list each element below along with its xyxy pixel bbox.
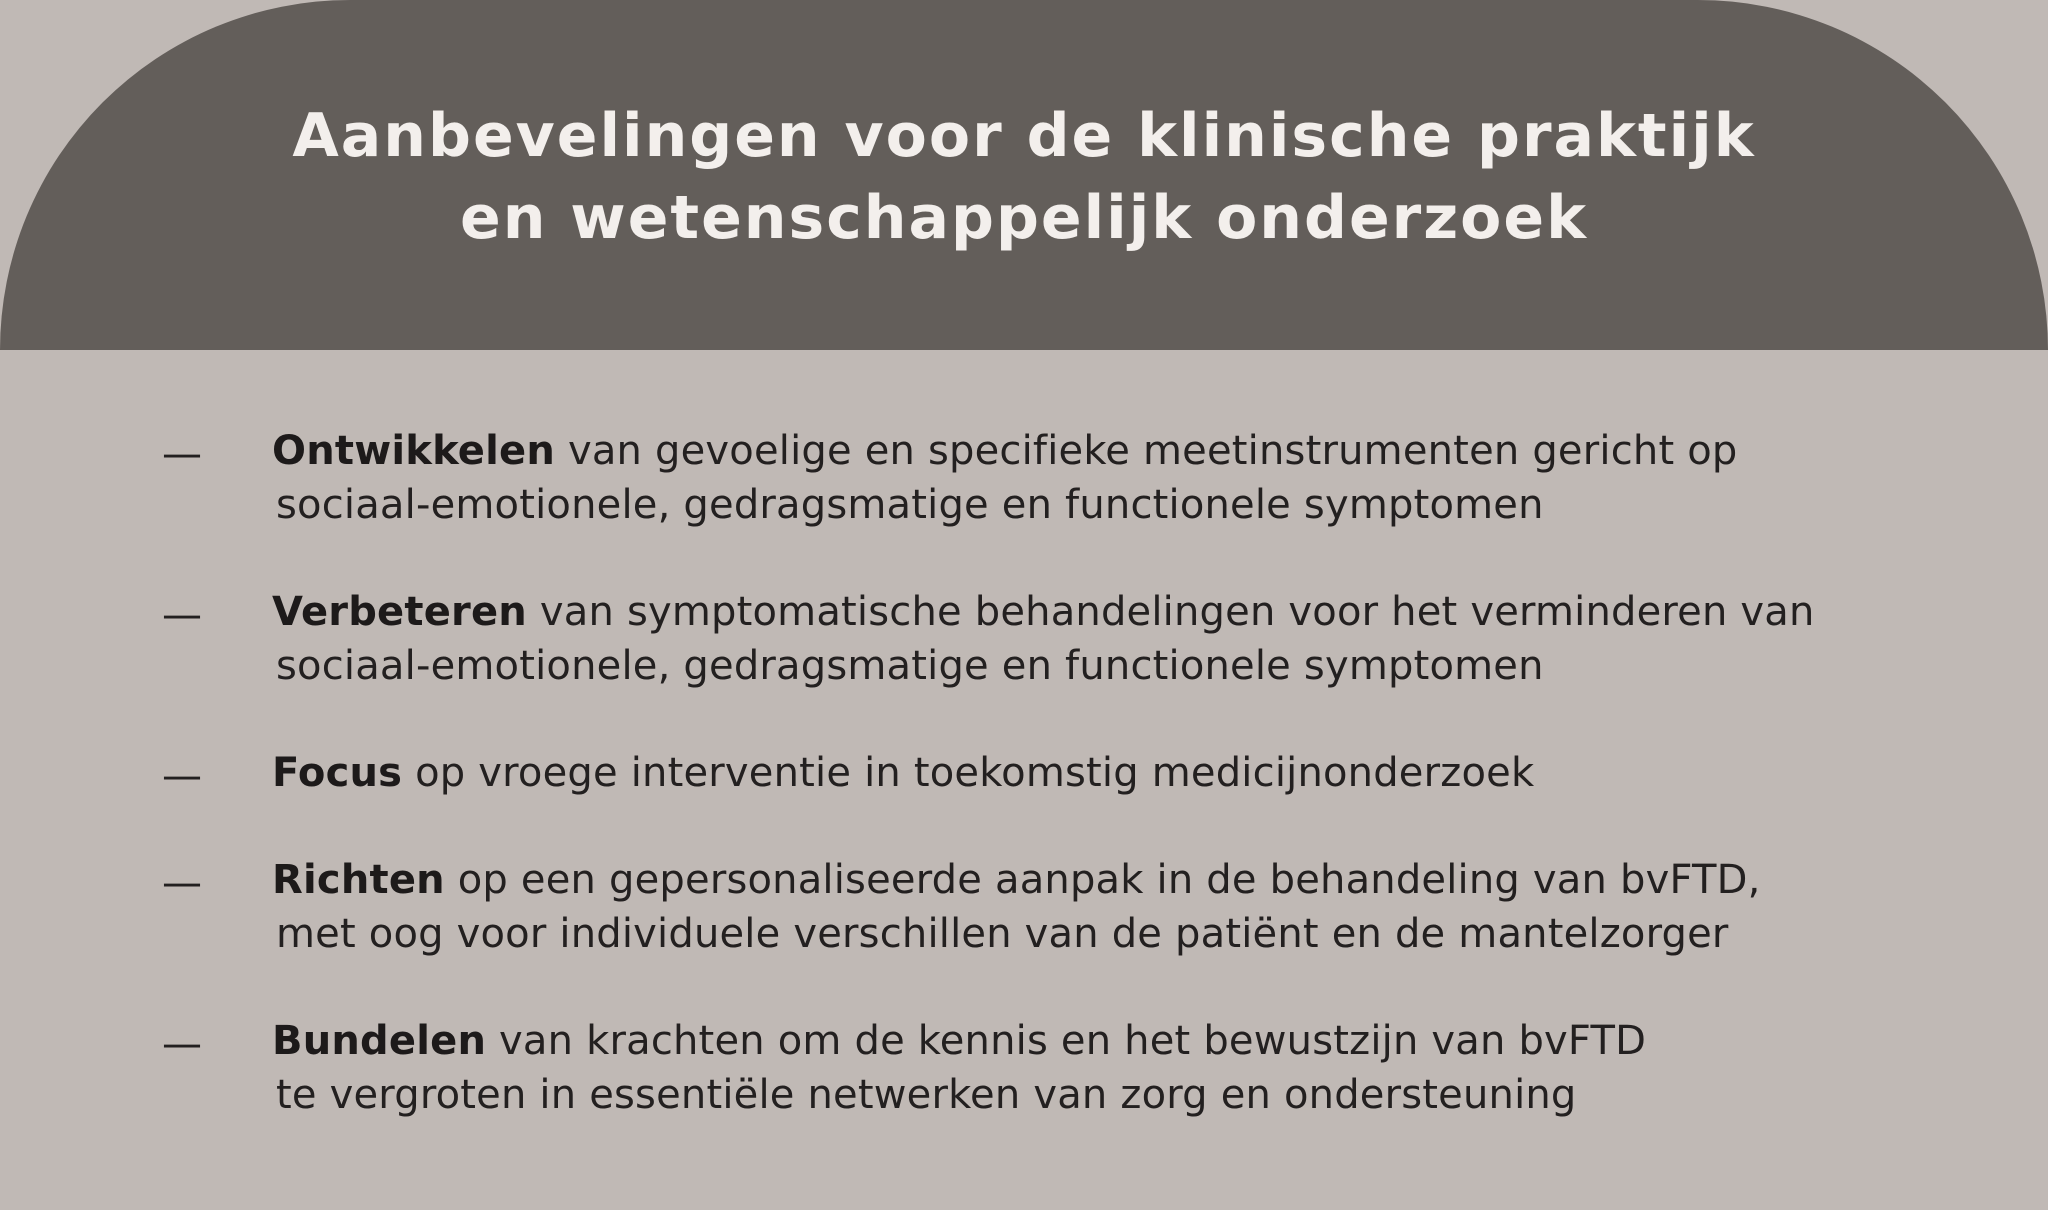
item-text	[272, 585, 1992, 693]
list-item	[0, 853, 2048, 961]
dash-bullet: —	[162, 592, 202, 638]
item-text	[272, 1014, 1992, 1122]
title-line-2: en wetenschappelijk onderzoek	[460, 183, 1588, 253]
dash-bullet: —	[162, 1021, 202, 1067]
item-keyword: Verbeteren	[272, 589, 527, 635]
item-rest: van gevoelige en specifieke meetinstrumenten gericht op	[567, 428, 1738, 474]
dash-bullet: —	[162, 860, 202, 906]
item-line-2: sociaal-emotionele, gedragsmatige en functionele symptomen	[276, 482, 1544, 528]
item-line-1	[272, 853, 1992, 907]
item-line-1	[272, 746, 1992, 800]
recommendation-list	[0, 424, 2048, 1175]
item-rest: op vroege interventie in toekomstig medicijnonderzoek	[415, 750, 1535, 796]
item-rest: op een gepersonaliseerde aanpak in de behandeling van bvFTD,	[457, 857, 1761, 903]
list-item	[0, 1014, 2048, 1122]
item-text	[272, 424, 1992, 532]
page-title	[0, 95, 2048, 259]
item-keyword: Richten	[272, 857, 445, 903]
list-item	[0, 585, 2048, 693]
item-keyword: Focus	[272, 750, 403, 796]
list-item	[0, 424, 2048, 532]
item-line-2: te vergroten in essentiële netwerken van zorg en ondersteuning	[276, 1072, 1577, 1118]
item-rest: van symptomatische behandelingen voor het verminderen van	[539, 589, 1815, 635]
title-line-1: Aanbevelingen voor de klinische praktijk	[292, 101, 1756, 171]
item-line-1	[272, 424, 1992, 478]
item-text	[272, 746, 1992, 800]
dash-bullet: —	[162, 431, 202, 477]
item-line-1	[272, 1014, 1992, 1068]
item-line-2: met oog voor individuele verschillen van de patiënt en de mantelzorger	[276, 911, 1729, 957]
dash-bullet: —	[162, 753, 202, 799]
item-line-1	[272, 585, 1992, 639]
item-text	[272, 853, 1992, 961]
list-item	[0, 746, 2048, 800]
item-rest: van krachten om de kennis en het bewustzijn van bvFTD	[499, 1018, 1647, 1064]
item-keyword: Bundelen	[272, 1018, 487, 1064]
item-line-2: sociaal-emotionele, gedragsmatige en functionele symptomen	[276, 643, 1544, 689]
item-keyword: Ontwikkelen	[272, 428, 556, 474]
